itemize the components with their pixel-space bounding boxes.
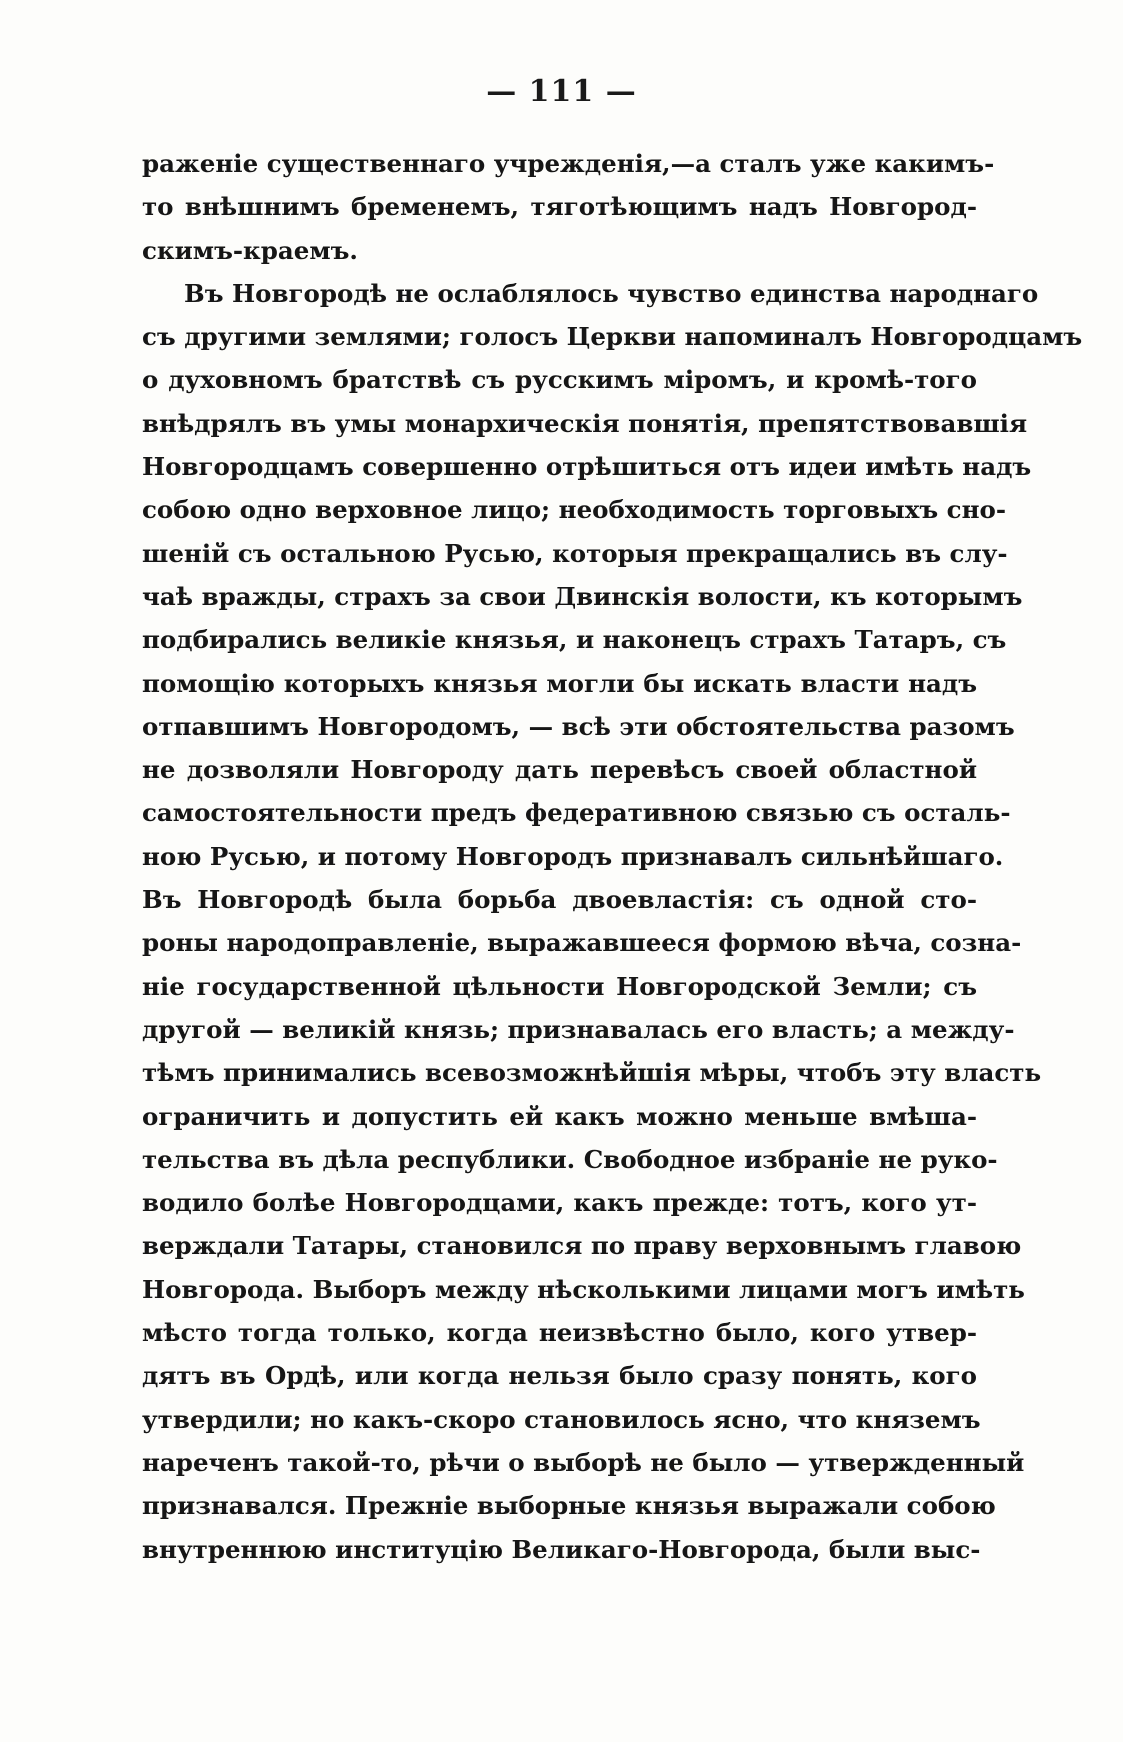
text-line: чаѣ вражды, страхъ за свои Двинскія волости, къ которымъ xyxy=(142,581,1023,611)
text-line: другой — великій князь; признавалась его власть; а между- xyxy=(142,1014,1015,1044)
text-line: дятъ въ Ордѣ, или когда нельзя было сразу понять, кого xyxy=(142,1361,977,1391)
text-line: Новгорода. Выборъ между нѣсколькими лицами могъ имѣть xyxy=(142,1274,1025,1304)
text-line: скимъ-краемъ. xyxy=(142,235,358,265)
text-line: роны народоправленіе, выражавшееся формою вѣча, созна- xyxy=(142,928,1022,958)
text-line: раженіе существеннаго учрежденія,—а сталъ уже какимъ- xyxy=(142,149,995,178)
text-line: Въ Новгородѣ была борьба двоевластія: съ одной сто- xyxy=(142,885,977,915)
text-line: Въ Новгородѣ не ослаблялось чувство единства народнаго xyxy=(184,278,1039,308)
text-line: шеній съ остальною Русью, которыя прекращались въ слу- xyxy=(142,538,1008,568)
text-line: нареченъ такой-то, рѣчи о выборѣ не было — утвержденный xyxy=(142,1447,1025,1477)
text-line: ніе государственной цѣльности Новгородской Земли; съ xyxy=(142,971,977,1001)
text-line: съ другими землями; голосъ Церкви напоминалъ Новгородцамъ xyxy=(142,322,1083,352)
text-line: собою одно верховное лицо; необходимость торговыхъ сно- xyxy=(142,495,1007,525)
text-line: тельства въ дѣла республики. Свободное избраніе не руко- xyxy=(142,1144,998,1174)
text-line: не дозволяли Новгороду дать перевѣсъ своей областной xyxy=(142,755,977,785)
text-line: отпавшимъ Новгородомъ, — всѣ эти обстоятельства разомъ xyxy=(142,711,1015,741)
text-line: внутреннюю институцію Великаго-Новгорода, были выс- xyxy=(142,1534,981,1564)
text-line: о духовномъ братствѣ съ русскимъ міромъ, и кромѣ-того xyxy=(142,365,977,395)
body-text xyxy=(142,142,1083,1571)
text-line: утвердили; но какъ-скоро становилось ясно, что княземъ xyxy=(142,1404,981,1434)
text-line: ограничить и допустить ей какъ можно меньше вмѣша- xyxy=(142,1101,977,1131)
text-line: тѣмъ принимались всевозможнѣйшія мѣры, чтобъ эту власть xyxy=(142,1058,1042,1088)
text-line: верждали Татары, становился по праву верховнымъ главою xyxy=(142,1231,1022,1261)
text-line: помощію которыхъ князья могли бы искать власти надъ xyxy=(142,668,977,698)
text-line: водило болѣе Новгородцами, какъ прежде: тотъ, кого ут- xyxy=(142,1188,977,1218)
text-line: внѣдрялъ въ умы монархическія понятія, препятствовавшія xyxy=(142,408,1028,438)
text-line: признавался. Прежніе выборные князья выражали собою xyxy=(142,1491,996,1521)
text-line: мѣсто тогда только, когда неизвѣстно было, кого утвер- xyxy=(142,1318,977,1348)
text-line: ною Русью, и потому Новгородъ признавалъ сильнѣйшаго. xyxy=(142,841,1004,871)
text-line: подбирались великіе князья, и наконецъ страхъ Татаръ, съ xyxy=(142,625,1007,655)
text-line: самостоятельности предъ федеративною связью съ осталь- xyxy=(142,798,1011,828)
page-number: — 111 — xyxy=(486,74,637,109)
text-line: Новгородцамъ совершенно отрѣшиться отъ идеи имѣть надъ xyxy=(142,452,1032,482)
text-line: то внѣшнимъ бременемъ, тяготѣющимъ надъ Новгород- xyxy=(142,192,977,222)
